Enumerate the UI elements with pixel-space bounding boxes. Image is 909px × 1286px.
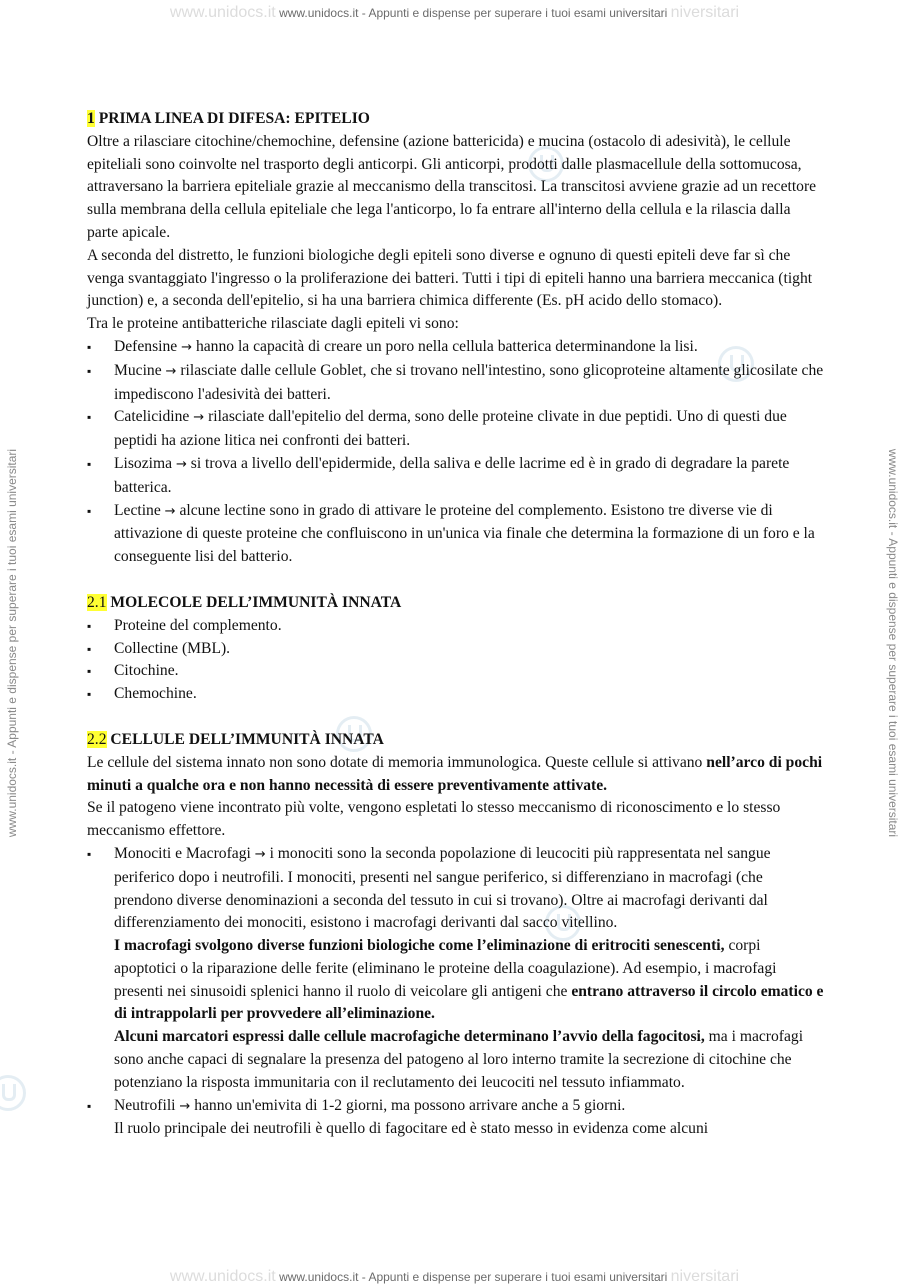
- list-term: Catelicidine: [114, 408, 190, 426]
- paragraph: Se il patogeno viene incontrato più volte, vengono espletati lo stesso meccanismo di riconoscimento e lo stesso meccanismo effettore.: [87, 799, 781, 840]
- section-number: 2.2: [87, 730, 107, 748]
- footer-watermark: [0, 1268, 909, 1286]
- footer-ghost-right: niversitari: [670, 1268, 740, 1285]
- header-watermark: [0, 4, 909, 22]
- list-text: rilasciate dalle cellule Goblet, che si trovano nell'intestino, sono glicoproteine altamente glicosilate che impediscono l'adesività dei batteri.: [114, 361, 824, 403]
- list-text: alcune lectine sono in grado di attivare le proteine del complemento. Esistono tre diverse vie di attivazione di queste proteine che confluiscono in un'unica via finale che determina la formazione di un foro e la conseguente lisi del batterio.: [114, 501, 815, 566]
- arrow-icon: →: [179, 1098, 191, 1114]
- list-term: Defensine: [114, 337, 178, 355]
- section-gap: [87, 706, 825, 729]
- list-text: rilasciate dall'epitelio del derma, sono delle proteine clivate in due peptidi. Uno di questi due peptidi ha azione litica nei confronti dei batteri.: [114, 408, 787, 450]
- section-gap: [87, 569, 825, 592]
- paragraph: [87, 752, 825, 798]
- section-title: MOLECOLE DELL’IMMUNITÀ INNATA: [110, 593, 402, 611]
- list-term: Lectine: [114, 501, 161, 519]
- list-item: ▪ Collectine (MBL).: [87, 638, 825, 661]
- header-ghost-left: www.unidocs.it: [169, 4, 276, 21]
- right-side-watermark: www.unidocs.it - Appunti e dispense per superare i tuoi esami universitari: [886, 448, 900, 838]
- list-item: [87, 406, 825, 453]
- section-epitelio: [87, 108, 825, 569]
- header-ghost-right: niversitari: [670, 4, 740, 21]
- watermark-logo-icon: [0, 1075, 26, 1111]
- header-watermark-text: www.unidocs.it - Appunti e dispense per superare i tuoi esami universitari: [279, 6, 668, 20]
- arrow-icon: →: [164, 503, 176, 519]
- list-text: i monociti sono la seconda popolazione di leucociti più rappresentata nel sangue periferico dopo i neutrofili. I monociti, presenti nel sangue periferico, si differenziano in macrofagi (che prendono diverse denominazioni a seconda del tessuto in cui si trovano). Oltre ai macrofagi derivanti dal differenziamento dei monociti, esistono i macrofagi derivanti dal sacco vitellino.: [114, 844, 771, 932]
- arrow-icon: →: [254, 846, 266, 862]
- list-item: [87, 1095, 825, 1142]
- list-item: [87, 500, 825, 569]
- left-side-watermark: www.unidocs.it - Appunti e dispense per superare i tuoi esami universitari: [5, 448, 19, 838]
- list-item: ▪ Proteine del complemento.: [87, 615, 825, 638]
- section-heading: [87, 592, 825, 615]
- section-title: PRIMA LINEA DI DIFESA: EPITELIO: [98, 110, 370, 127]
- paragraph-text: Le cellule del sistema innato non sono dotate di memoria immunologica. Queste cellule si attivano: [87, 753, 703, 771]
- list-term: Neutrofili: [114, 1096, 176, 1114]
- antibacterial-protein-list: [87, 336, 825, 569]
- paragraph: Oltre a rilasciare citochine/chemochine, defensine (azione battericida) e mucina (ostacolo di adesività), le cellule epiteliali sono coinvolte nel trasporto degli anticorpi. Gli anticorpi, prodotti dalle plasmacellule della sottomucosa, attraversano la barriera epiteliale grazie al meccanismo della transcitosi. La transcitosi avviene grazie ad un recettore sulla membrana della cellula epiteliale che lega l'anticorpo, lo fa entrare all'interno della cellula e la rilascia dalla parte apicale.: [87, 132, 817, 241]
- list-term: Monociti e Macrofagi: [114, 844, 251, 862]
- section-title: CELLULE DELL’IMMUNITÀ INNATA: [110, 730, 384, 748]
- paragraph-bold-text: Alcuni marcatori espressi dalle cellule macrofagiche determinano l’avvio della fagocitosi,: [114, 1028, 705, 1046]
- list-item: [87, 360, 825, 407]
- section-number: 2.1: [87, 593, 107, 611]
- list-continuation: Il ruolo principale dei neutrofili è quello di fagocitare ed è stato messo in evidenza come alcuni: [114, 1120, 709, 1138]
- list-text: hanno un'emivita di 1-2 giorni, ma possono arrivare anche a 5 giorni.: [194, 1096, 626, 1114]
- paragraph: A seconda del distretto, le funzioni biologiche degli epiteli sono diverse e ognuno di questi epiteli deve far sì che venga svantaggiato l'ingresso o la proliferazione dei batteri. Tutti i tipi di epiteli hanno una barriera meccanica (tight junction) e, a seconda dell'epitelio, si ha una barriera chimica differente (Es. pH acido dello stomaco).: [87, 246, 813, 310]
- arrow-icon: →: [165, 363, 177, 379]
- list-term: Lisozima: [114, 454, 173, 472]
- paragraph-bold-text: entrano attraverso il circolo ematico e di intrappolarli per provvedere all’eliminazione.: [114, 982, 824, 1023]
- section-heading: [87, 729, 825, 752]
- list-text: hanno la capacità di creare un poro nella cellula batterica determinandone la lisi.: [195, 337, 698, 355]
- list-item: [87, 453, 825, 500]
- list-continuation: [114, 935, 825, 1026]
- list-item: [87, 336, 825, 360]
- section-heading: [87, 108, 825, 131]
- paragraph: Tra le proteine antibatteriche rilasciate dagli epiteli vi sono:: [87, 315, 459, 333]
- section-number: 1: [87, 110, 95, 127]
- paragraph-text: ma i macrofagi sono anche capaci di segnalare la presenza del patogeno al loro interno tramite la secrezione di citochine che potenziano la risposta immunitaria con il reclutamento dei leucociti nel tessuto infiammato.: [114, 1028, 804, 1091]
- molecule-list: [87, 615, 825, 706]
- list-item: ▪ Chemochine.: [87, 683, 825, 706]
- list-item: ▪ Citochine.: [87, 660, 825, 683]
- arrow-icon: →: [175, 456, 187, 472]
- footer-watermark-text: www.unidocs.it - Appunti e dispense per superare i tuoi esami universitari: [279, 1270, 668, 1284]
- list-text: si trova a livello dell'epidermide, della saliva e delle lacrime ed è in grado di degradare la parete batterica.: [114, 454, 790, 496]
- arrow-icon: →: [181, 339, 193, 355]
- paragraph-bold-text: nell’arco di pochi minuti a qualche ora e non hanno necessità di essere preventivamente attivate.: [87, 753, 823, 794]
- document-body: [87, 108, 825, 1141]
- list-term: Mucine: [114, 361, 162, 379]
- cell-list: [87, 843, 825, 1141]
- footer-ghost-left: www.unidocs.it: [169, 1268, 276, 1285]
- paragraph-bold-text: I macrofagi svolgono diverse funzioni biologiche come l’eliminazione di eritrociti senescenti,: [114, 937, 725, 955]
- section-cellule: [87, 729, 825, 1141]
- list-item: [87, 843, 825, 1095]
- list-continuation: [114, 1026, 825, 1094]
- section-molecole: [87, 592, 825, 706]
- arrow-icon: →: [193, 410, 205, 426]
- paragraph-text: corpi apoptotici o la riparazione delle ferite (eliminano le proteine della coagulazione). Ad esempio, i macrofagi presenti nei sinusoidi splenici hanno il ruolo di veicolare gli antigeni che: [114, 937, 777, 1000]
